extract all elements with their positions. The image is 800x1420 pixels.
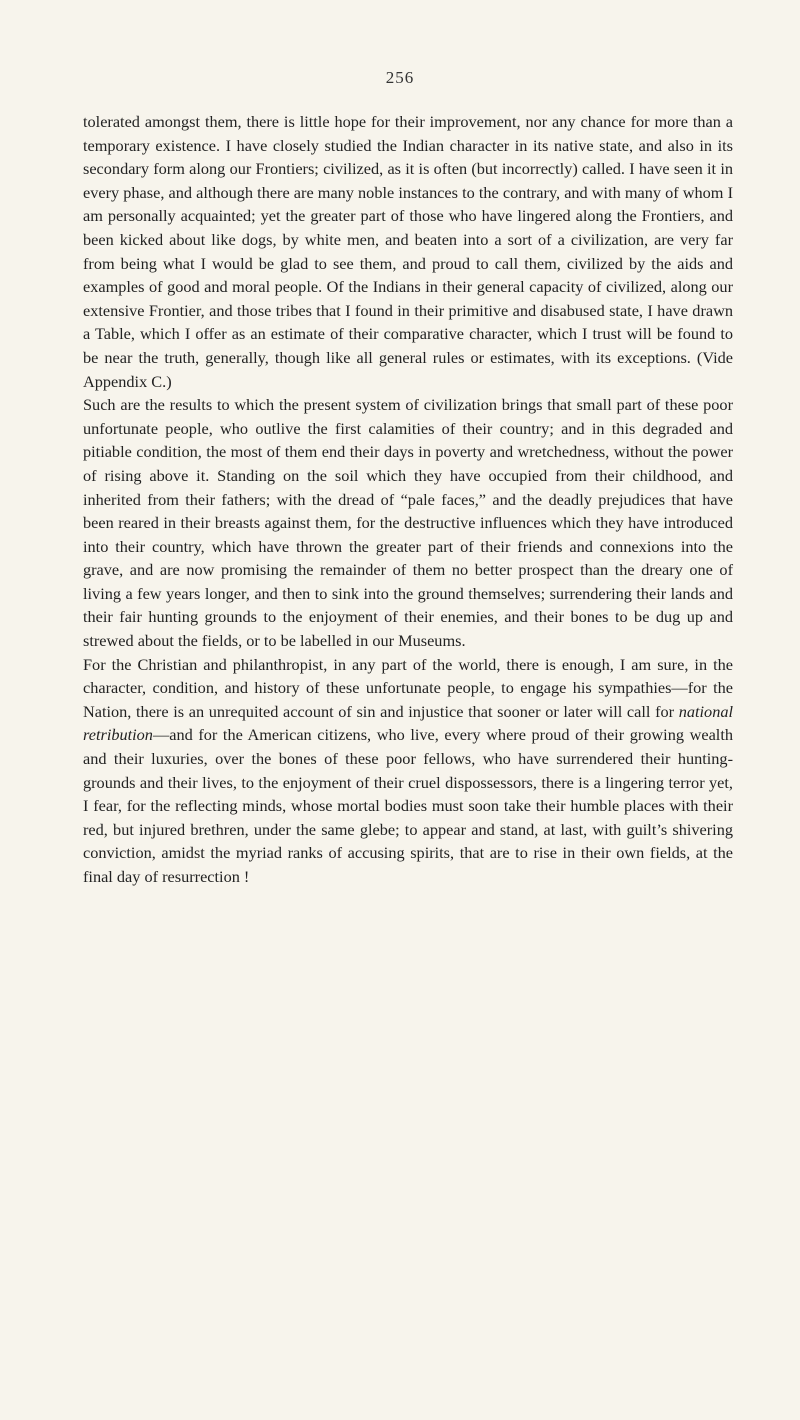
body-text <box>83 110 733 889</box>
paragraph-1: tolerated amongst them, there is little hope for their improvement, nor any chance for more than a temporary existence. I have closely studied the Indian character in its native state, and also in its secondary form along our Frontiers; civilized, as it is often (but incorrectly) called. I have seen it in every phase, and although there are many noble instances to the contrary, and with many of whom I am personally acquainted; yet the greater part of those who have lingered along the Frontiers, and been kicked about like dogs, by white men, and beaten into a sort of a civilization, are very far from being what I would be glad to see them, and proud to call them, civilized by the aids and examples of good and moral people. Of the Indians in their general capacity of civilized, along our extensive Frontier, and those tribes that I found in their primitive and disabused state, I have drawn a Table, which I offer as an estimate of their comparative character, which I trust will be found to be near the truth, generally, though like all general rules or estimates, with its exceptions. (Vide Appendix C.) <box>83 112 733 391</box>
paragraph-3 <box>83 653 733 889</box>
paragraph-3-after: —and for the American citizens, who live, every where proud of their growing wealth and their luxuries, over the bones of these poor fellows, who have surrendered their hunting-grounds and their lives, to the enjoyment of their cruel dispossessors, there is a lingering terror yet, I fear, for the reflecting minds, whose mortal bodies must soon take their humble places with their red, but injured brethren, under the same glebe; to appear and stand, at last, with guilt’s shivering conviction, amidst the myriad ranks of accusing spirits, that are to rise in their own fields, at the final day of resurrection ! <box>83 725 733 886</box>
paragraph-2: Such are the results to which the present system of civilization brings that small part of these poor unfortunate people, who outlive the first calamities of their country; and in this degraded and pitiable condition, the most of them end their days in poverty and wretchedness, without the power of rising above it. Standing on the soil which they have occupied from their childhood, and inherited from their fathers; with the dread of “pale faces,” and the deadly prejudices that have been reared in their breasts against them, for the destructive influences which they have introduced into their country, which have thrown the greater part of their friends and connexions into the grave, and are now promising the remainder of them no better prospect than the dreary one of living a few years longer, and then to sink into the ground themselves; surrendering their lands and their fair hunting grounds to the enjoyment of their enemies, and their bones to be dug up and strewed about the fields, or to be labelled in our Museums. <box>83 395 733 651</box>
paragraph-3-emphasis: national retribution <box>83 701 733 745</box>
paragraph-3-before: For the Christian and philanthropist, in any part of the world, there is enough, I am sure, in the character, condition, and history of these unfortunate people, to engage his sympathies—for the Nation, there is an unrequited account of sin and injustice that sooner or later will call for <box>83 654 733 721</box>
page-number: 256 <box>385 68 415 87</box>
